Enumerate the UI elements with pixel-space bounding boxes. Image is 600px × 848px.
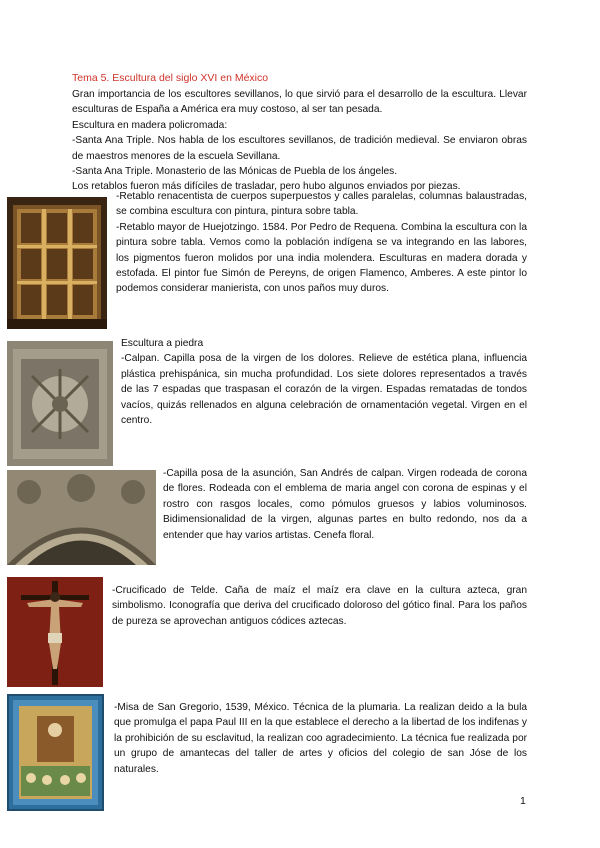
crucificado-image	[7, 577, 103, 687]
misa-san-gregorio-image	[7, 694, 104, 811]
intro-paragraph: -Santa Ana Triple. Nos habla de los escultores sevillanos, de tradición medieval. Se enviaron obras de maestros menores de la escuela Sevillana.	[72, 135, 527, 162]
section-crucificado	[112, 583, 527, 629]
section-paragraph: -Retablo renacentista de cuerpos superpuestos y calles paralelas, columnas balaustradas, se combina escultura con pintura, pintura sobre tabla.	[116, 191, 527, 218]
section-paragraph: -Retablo mayor de Huejotzingo. 1584. Por Pedro de Requena. Combina la escultura con la pintura sobre tabla. Vemos como la población indígena se va integrando en las labores, los pigmentos fueron molidos por una india molendera. Esculturas en madera dorada y estofada. El pintor fue Simón de Pereyns, de origen Flamenco, Amberes. A este pintor lo podemos considerar manierista, con unos paños muy duros.	[116, 221, 527, 295]
document-title: Tema 5. Escultura del siglo XVI en México	[72, 72, 269, 84]
intro-paragraph: Gran importancia de los escultores sevillanos, lo que sirvió para el desarrollo de la escultura. Llevar esculturas de España a América era muy costoso, al ser tan pesada.	[72, 89, 527, 116]
section-paragraph: -Misa de San Gregorio, 1539, México. Técnica de la plumaria. La realizan deido a la bula que promulga el papa Paul III en la que establece el derecho a la libertad de los indifenas y la prohibición de su esclavitud, la realizan coo agradecimiento. La técnica fue realizada por un grupo de amantecas del taller de artes y oficios del colegio de san Jóse de los naturales.	[114, 702, 527, 775]
intro-paragraph: Los retablos fueron más difíciles de trasladar, pero hubo algunos enviados por piezas.	[72, 181, 461, 193]
calpan-relief-image	[7, 341, 113, 466]
asuncion-relief-image	[7, 470, 156, 565]
section-piedra	[121, 336, 527, 428]
section-misa	[114, 700, 527, 777]
intro-paragraph: -Santa Ana Triple. Monasterio de las Mónicas de Puebla de los ángeles.	[72, 166, 398, 178]
retablo-image	[7, 197, 107, 329]
section-paragraph: -Calpan. Capilla posa de la virgen de los dolores. Relieve de estética plana, influencia plástica prehispánica, sin mucha profundidad. Los siete dolores representados a través de las 7 espadas que traspasan el corazón de la virgen. Espadas rematadas de tondos vacíos, quizás rellenados en alguna celebración de ornamentación vegetal. Virgen en el centro.	[121, 353, 527, 427]
section-retablo	[116, 189, 527, 297]
section-paragraph: -Crucificado de Telde. Caña de maíz el maíz era clave en la cultura azteca, gran simbolismo. Iconografía que deriva del crucificado doloroso del gótico final. Para los paños de pureza se aprovechan antiguos códices aztecas.	[112, 585, 527, 627]
intro-paragraph: Escultura en madera policromada:	[72, 119, 228, 131]
section-asuncion	[163, 466, 527, 543]
section-paragraph: -Capilla posa de la asunción, San Andrés de calpan. Virgen rodeada de corona de flores. Rodeada con el emblema de maria angel con corona de espinas y el rostro con rasgos locales, como pómulos gruesos y labios voluminosos. Bidimensionalidad de la virgen, algunas partes en bulto redondo, nos da a entender que hay varios artistas. Cenefa floral.	[163, 468, 527, 541]
intro-text	[72, 87, 527, 195]
page-number: 1	[520, 795, 526, 807]
section-heading: Escultura a piedra	[121, 338, 204, 349]
